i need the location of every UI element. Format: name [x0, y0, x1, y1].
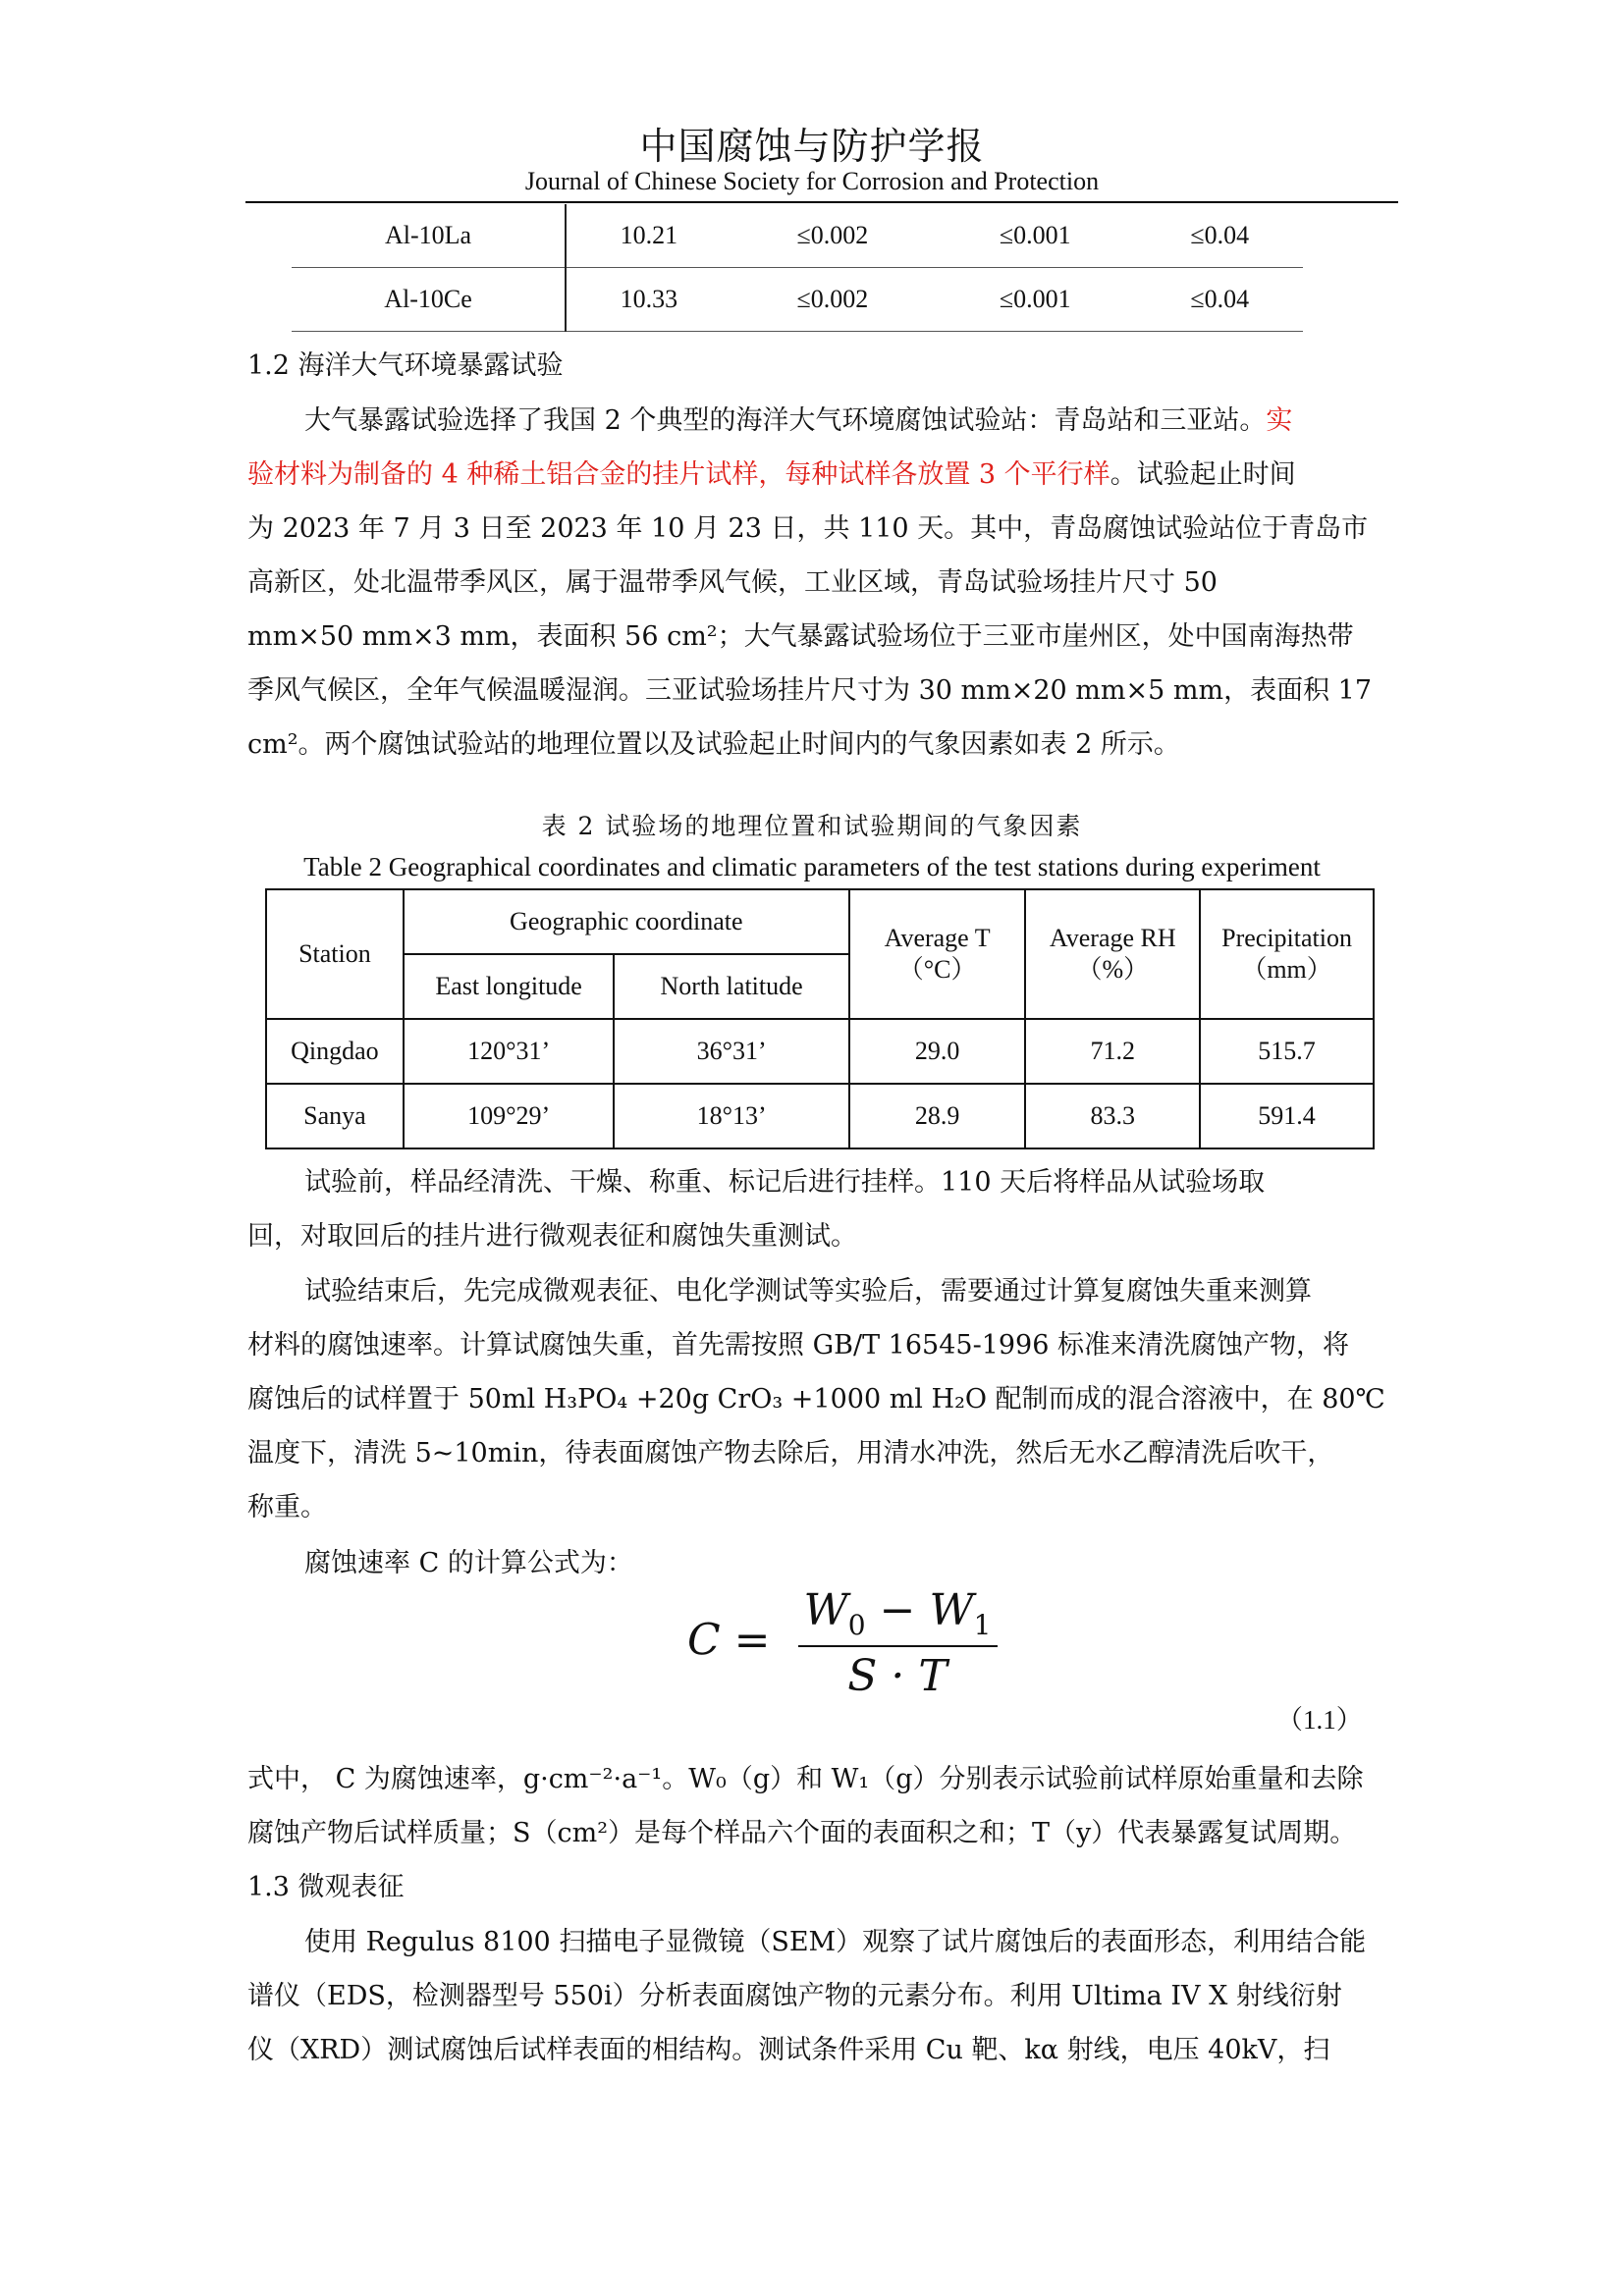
table-cell: 83.3	[1025, 1084, 1200, 1148]
header-label: Precipitation	[1221, 924, 1352, 952]
table-cell: 29.0	[849, 1019, 1026, 1084]
table2	[265, 888, 1375, 1149]
header-unit: （°C）	[897, 955, 977, 984]
paragraph-line: 高新区，处北温带季风区，属于温带季风气候，工业区域，青岛试验场挂片尺寸 50	[247, 567, 1218, 598]
equation-numerator	[798, 1585, 998, 1647]
header-station: Station	[266, 889, 404, 1019]
paragraph-line: 使用 Regulus 8100 扫描电子显微镜（SEM）观察了试片腐蚀后的表面形态，利用结合能	[304, 1927, 1367, 1957]
section-heading-1-3: 1.3 微观表征	[247, 1872, 405, 1902]
paragraph-line: 材料的腐蚀速率。计算试腐蚀失重，首先需按照 GB/T 16545-1996 标准来清洗腐蚀产物，将	[247, 1330, 1349, 1361]
equation-1-1	[687, 1585, 998, 1701]
table-cell: Al-10Ce	[292, 268, 566, 332]
table-cell: ≤0.04	[1136, 268, 1303, 332]
table-row	[266, 1019, 1374, 1084]
table-cell: ≤0.001	[999, 221, 1071, 249]
header-unit: （mm）	[1241, 955, 1332, 984]
paragraph-line: 腐蚀产物后试样质量；S（cm²）是每个样品六个面的表面积之和；T（y）代表暴露复试周期。	[247, 1818, 1357, 1848]
highlighted-text: 验材料为制备的 4 种稀土铝合金的挂片试样，每种试样各放置 3 个平行样	[247, 459, 1110, 490]
paragraph-line: 回，对取回后的挂片进行微观表征和腐蚀失重测试。	[247, 1221, 857, 1252]
paragraph-line: 谱仪（EDS，检测器型号 550i）分析表面腐蚀产物的元素分布。利用 Ultima IV X 射线衍射	[247, 1981, 1342, 2011]
paragraph-line: 腐蚀速率 C 的计算公式为：	[304, 1548, 633, 1578]
paragraph-line: 腐蚀后的试样置于 50ml H₃PO₄ +20g CrO₃ +1000 ml H₂O 配制而成的混合溶液中，在 80℃	[247, 1384, 1385, 1415]
equation-number: （1.1）	[1276, 1705, 1363, 1735]
eq-subscript: 0	[847, 1608, 866, 1641]
header-label: Average RH	[1049, 924, 1176, 952]
equation-lhs: C =	[687, 1615, 771, 1666]
table-cell: ≤0.002	[731, 268, 934, 332]
header-average-t	[849, 889, 1026, 1019]
paragraph-line: 式中， C 为腐蚀速率，g·cm⁻²·a⁻¹。W₀（g）和 W₁（g）分别表示试验前试样原始重量和去除	[247, 1764, 1364, 1794]
eq-symbol: W	[929, 1585, 974, 1635]
header-geographic-coordinate: Geographic coordinate	[404, 889, 849, 954]
table-cell: ≤0.002	[796, 221, 869, 249]
paragraph-line: 为 2023 年 7 月 3 日至 2023 年 10 月 23 日，共 110 天。其中，青岛腐蚀试验站位于青岛市	[247, 513, 1369, 544]
table-cell: 591.4	[1200, 1084, 1374, 1148]
table-cell: 10.33	[566, 268, 731, 332]
equation-denominator: S · T	[847, 1650, 947, 1701]
journal-title-en: Journal of Chinese Society for Corrosion and Protection	[524, 167, 1100, 195]
header-rule	[245, 201, 1398, 203]
paragraph-line: 试验结束后，先完成微观表征、电化学测试等实验后，需要通过计算复腐蚀失重来测算	[304, 1276, 1312, 1307]
eq-symbol: W	[803, 1585, 848, 1635]
table-row	[266, 1084, 1374, 1148]
table-cell: ≤0.001	[934, 268, 1136, 332]
highlighted-text: 实	[1266, 405, 1293, 436]
table-header-row	[266, 889, 1374, 954]
table-cell: 10.21	[620, 221, 678, 249]
table2-caption-en: Table 2 Geographical coordinates and climatic parameters of the test stations during experiment	[303, 852, 1321, 881]
header-average-rh	[1025, 889, 1200, 1019]
paragraph-line: mm×50 mm×3 mm，表面积 56 cm²；大气暴露试验场位于三亚市崖州区，处中国南海热带	[247, 621, 1354, 652]
paragraph-line	[304, 399, 1292, 437]
table-cell: 515.7	[1200, 1019, 1374, 1084]
paragraph-line	[247, 453, 1296, 491]
equation-fraction	[798, 1585, 998, 1701]
paragraph-line: 试验前，样品经清洗、干燥、称重、标记后进行挂样。110 天后将样品从试验场取	[304, 1167, 1266, 1198]
table-cell: 71.2	[1025, 1019, 1200, 1084]
header-label: Average T	[884, 924, 991, 952]
header-precipitation	[1200, 889, 1374, 1019]
table-cell: 120°31’	[404, 1019, 615, 1084]
table-cell: 28.9	[849, 1084, 1026, 1148]
table2-caption-cn: 表 2 试验场的地理位置和试验期间的气象因素	[541, 812, 1083, 840]
eq-subscript: 1	[973, 1608, 992, 1641]
table-cell: Al-10La	[292, 204, 566, 268]
text-run: 大气暴露试验选择了我国 2 个典型的海洋大气环境腐蚀试验站：青岛站和三亚站。	[304, 405, 1267, 436]
section-heading-1-2: 1.2 海洋大气环境暴露试验	[247, 350, 564, 381]
table-cell: 36°31’	[614, 1019, 848, 1084]
table-cell: 18°13’	[614, 1084, 848, 1148]
text-run: 。试验起止时间	[1110, 459, 1296, 490]
paragraph-line: 称重。	[247, 1492, 327, 1522]
table-cell: ≤0.04	[1190, 221, 1250, 249]
paragraph-line: 季风气候区，全年气候温暖湿润。三亚试验场挂片尺寸为 30 mm×20 mm×5 mm，表面积 17	[247, 675, 1373, 706]
table1-continuation	[292, 204, 1303, 332]
journal-title-cn: 中国腐蚀与防护学报	[639, 125, 985, 168]
header-east-longitude: East longitude	[404, 954, 615, 1019]
table-cell: 109°29’	[404, 1084, 615, 1148]
header-north-latitude: North latitude	[614, 954, 848, 1019]
paragraph-line: cm²。两个腐蚀试验站的地理位置以及试验起止时间内的气象因素如表 2 所示。	[247, 729, 1180, 760]
paragraph-line: 仪（XRD）测试腐蚀后试样表面的相结构。测试条件采用 Cu 靶、kα 射线，电压 40kV，扫	[247, 2035, 1330, 2065]
table-cell: Qingdao	[266, 1019, 404, 1084]
table-row	[292, 204, 1303, 268]
table-row	[292, 268, 1303, 332]
paragraph-line: 温度下，清洗 5~10min，待表面腐蚀产物去除后，用清水冲洗，然后无水乙醇清洗后吹干，	[247, 1438, 1334, 1468]
table-cell: Sanya	[266, 1084, 404, 1148]
eq-operator: −	[865, 1585, 930, 1635]
header-unit: （%）	[1076, 955, 1150, 984]
